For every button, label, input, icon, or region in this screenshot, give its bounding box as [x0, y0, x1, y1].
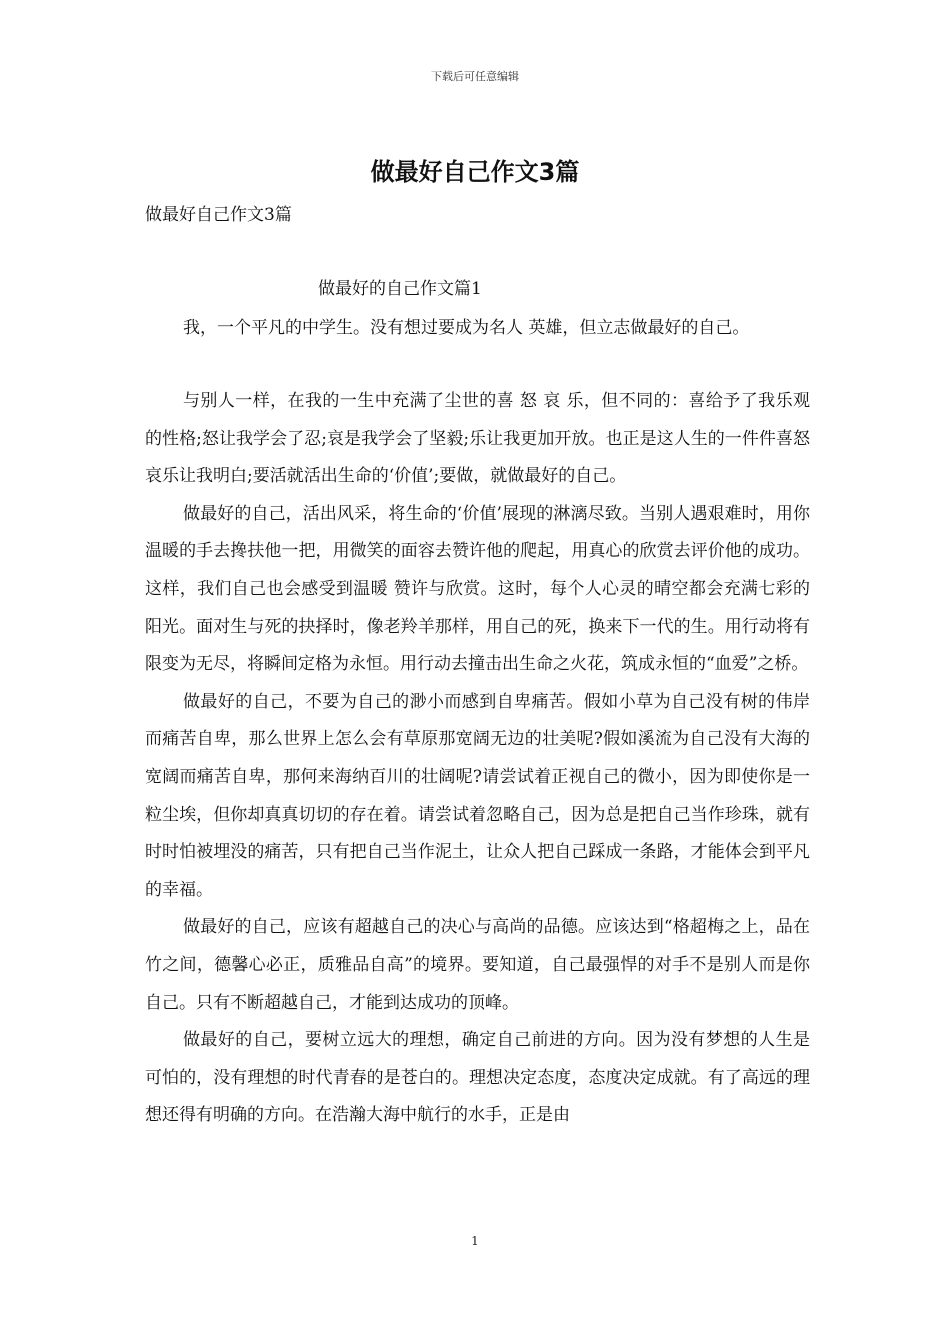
paragraph: 做最好的自己，不要为自己的渺小而感到自卑痛苦。假如小草为自己没有树的伟岸而痛苦自卑，那么世界上怎么会有草原那宽阔无边的壮美呢?假如溪流为自己没有大海的宽阔而痛苦自卑，那何来海纳百川的壮阔呢?请尝试着正视自己的微小，因为即使你是一粒尘埃，但你却真真切切的存在着。请尝试着忽略自己，因为总是把自己当作珍珠，就有时时怕被埋没的痛苦，只有把自己当作泥土，让众人把自己踩成一条路，才能体会到平凡的幸福。 [145, 691, 810, 900]
section-heading: 做最好的自己作文篇1 [318, 279, 482, 299]
paragraph: 做最好的自己，活出风采，将生命的‘价值’展现的淋漓尽致。当别人遇艰难时，用你温暖的手去搀扶他一把，用微笑的面容去赞许他的爬起，用真心的欣赏去评价他的成功。这样，我们自己也会感受到温暖 赞许与欣赏。这时，每个人心灵的晴空都会充满七彩的阳光。面对生与死的抉择时，像老羚羊那样，用自己的死，换来下一代的生。用行动将有限变为无尽，将瞬间定格为永恒。用行动去撞击出生命之火花，筑成永恒的“血爱”之桥。 [145, 503, 810, 675]
intro-line: 我，一个平凡的中学生。没有想过要成为名人 英雄，但立志做最好的自己。 [183, 318, 750, 338]
paragraph: 做最好的自己，应该有超越自己的决心与高尚的品德。应该达到“格超梅之上，品在竹之间，德馨心必正，质雅品自高”的境界。要知道，自己最强悍的对手不是别人而是你自己。只有不断超越自己，才能到达成功的顶峰。 [145, 917, 810, 1013]
document-subtitle: 做最好自己作文3篇 [145, 205, 292, 225]
essay-body [145, 383, 810, 1135]
header-note: 下载后可任意编辑 [431, 70, 519, 83]
page-number: 1 [471, 1234, 479, 1248]
document-title: 做最好自己作文3篇 [370, 158, 580, 186]
paragraph: 与别人一样，在我的一生中充满了尘世的喜 怒 哀 乐，但不同的：喜给予了我乐观的性格;怒让我学会了忍;哀是我学会了坚毅;乐让我更加开放。也正是这人生的一件件喜怒哀乐让我明白;要活就活出生命的‘价值’;要做，就做最好的自己。 [145, 391, 810, 487]
paragraph: 做最好的自己，要树立远大的理想，确定自己前进的方向。因为没有梦想的人生是可怕的，没有理想的时代青春的是苍白的。理想决定态度，态度决定成就。有了高远的理想还得有明确的方向。在浩瀚大海中航行的水手，正是由 [145, 1030, 810, 1126]
